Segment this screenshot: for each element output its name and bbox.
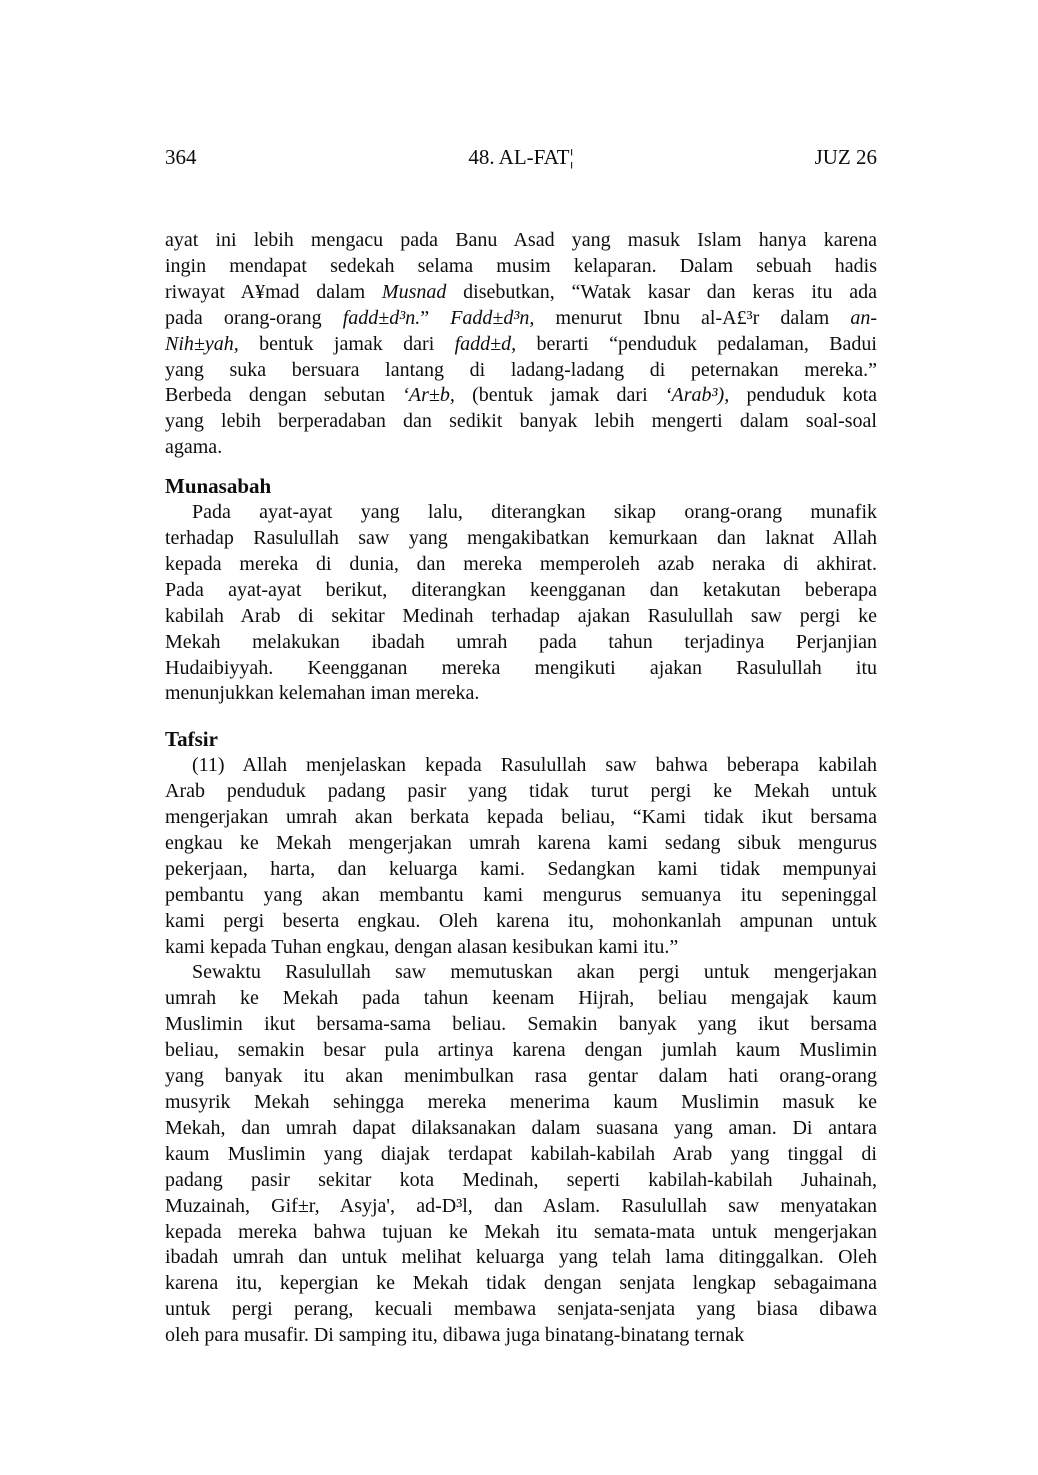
- text-line: yang lebih berperadaban dan sedikit banyak lebih mengerti dalam soal-soal: [165, 410, 877, 433]
- text-line: yang banyak itu akan menimbulkan rasa gentar dalam hati orang-orang: [165, 1065, 877, 1088]
- text-line: kabilah Arab di sekitar Medinah terhadap ajakan Rasulullah saw pergi ke: [165, 604, 877, 627]
- text-line: Berbeda dengan sebutan ‘Ar±b, (bentuk jamak dari ‘Arab³), penduduk kota: [165, 384, 877, 407]
- italic-term: Nih±yah,: [165, 332, 239, 355]
- text-line: kaum Muslimin yang diajak terdapat kabilah-kabilah Arab yang tinggal di: [165, 1142, 877, 1165]
- chapter-title: 48. AL-FAT¦: [468, 145, 574, 169]
- italic-term: fadd±d,: [454, 332, 517, 355]
- text-line: ayat ini lebih mengacu pada Banu Asad yang masuk Islam hanya karena: [165, 229, 877, 251]
- italic-term: ‘Arab³),: [664, 384, 730, 407]
- page-body: [165, 228, 877, 1349]
- text-line: terhadap Rasulullah saw yang mengakibatkan kemurkaan dan laknat Allah: [165, 526, 877, 549]
- text-line: umrah ke Mekah pada tahun keenam Hijrah, beliau mengajak kaum: [165, 987, 877, 1010]
- paragraph: [165, 500, 877, 707]
- text-line: Mekah melakukan ibadah umrah pada tahun terjadinya Perjanjian: [165, 630, 877, 653]
- text-line: Muslimin ikut bersama-sama beliau. Semakin banyak yang ikut bersama: [165, 1013, 877, 1036]
- text-line: padang pasir sekitar kota Medinah, seperti kabilah-kabilah Juhainah,: [165, 1168, 877, 1191]
- paragraph: [165, 753, 877, 960]
- text-line: riwayat A¥mad dalam Musnad disebutkan, “Watak kasar dan keras itu ada: [165, 280, 877, 303]
- text-line: oleh para musafir. Di samping itu, dibawa juga binatang-binatang ternak: [165, 1324, 745, 1347]
- text-line: pembantu yang akan membantu kami mengurus semuanya itu sepeninggal: [165, 883, 877, 906]
- text-line: Muzainah, Gif±r, Asyja', ad-D³l, dan Aslam. Rasulullah saw menyatakan: [165, 1194, 877, 1217]
- italic-term: fadd±d³n.: [342, 306, 421, 329]
- page-number: 364: [165, 145, 197, 169]
- text-line: Pada ayat-ayat yang lalu, diterangkan sikap orang-orang munafik: [192, 501, 877, 524]
- text-line: (11) Allah menjelaskan kepada Rasulullah saw bahwa beberapa kabilah: [192, 754, 877, 777]
- text-line: kami kepada Tuhan engkau, dengan alasan kesibukan kami itu.”: [165, 935, 679, 958]
- text-line: ibadah umrah dan untuk melihat keluarga yang telah lama ditinggalkan. Oleh: [165, 1246, 877, 1269]
- text-line: mengerjakan umrah akan berkata kepada beliau, “Kami tidak ikut bersama: [165, 806, 877, 829]
- text-line: yang suka bersuara lantang di ladang-ladang di peternakan mereka.”: [165, 358, 877, 381]
- text-line: Hudaibiyyah. Keengganan mereka mengikuti ajakan Rasulullah itu: [165, 656, 877, 679]
- text-line: musyrik Mekah sehingga mereka menerima kaum Muslimin masuk ke: [165, 1091, 877, 1113]
- text-line: menunjukkan kelemahan iman mereka.: [165, 682, 480, 705]
- juz-label: JUZ 26: [814, 145, 877, 169]
- text-line: Arab penduduk padang pasir yang tidak turut pergi ke Mekah untuk: [165, 780, 877, 803]
- text-line: ingin mendapat sedekah selama musim kelaparan. Dalam sebuah hadis: [165, 254, 877, 277]
- italic-term: Fadd±d³n,: [450, 306, 535, 329]
- text-line: engkau ke Mekah mengerjakan umrah karena kami sedang sibuk mengurus: [165, 831, 877, 854]
- text-line: Sewaktu Rasulullah saw memutuskan akan pergi untuk mengerjakan: [192, 961, 877, 984]
- text-line: Nih±yah, bentuk jamak dari fadd±d, berarti “penduduk pedalaman, Badui: [165, 332, 877, 355]
- text-line: Mekah, dan umrah dapat dilaksanakan dalam suasana yang aman. Di antara: [165, 1116, 877, 1139]
- text-line: kami pergi beserta engkau. Oleh karena itu, mohonkanlah ampunan untuk: [165, 909, 877, 932]
- text-line: karena itu, kepergian ke Mekah tidak dengan senjata lengkap sebagaimana: [165, 1272, 877, 1295]
- paragraph: [165, 228, 877, 461]
- text-line: beliau, semakin besar pula artinya karena dengan jumlah kaum Muslimin: [165, 1039, 877, 1062]
- text-line: agama.: [165, 436, 223, 459]
- text-line: kepada mereka di dunia, dan mereka memperoleh azab neraka di akhirat.: [165, 552, 877, 575]
- text-line: untuk pergi perang, kecuali membawa senjata-senjata yang biasa dibawa: [165, 1298, 877, 1321]
- page-header: [165, 144, 877, 171]
- italic-term: Musnad: [381, 280, 447, 303]
- section-heading: Munasabah: [165, 474, 272, 499]
- text-line: pekerjaan, harta, dan keluarga kami. Sedangkan kami tidak mempunyai: [165, 857, 877, 880]
- text-line: pada orang-orang fadd±d³n.” Fadd±d³n, menurut Ibnu al-A£³r dalam an-: [165, 306, 877, 329]
- italic-term: ‘Ar±b,: [402, 384, 455, 407]
- italic-term: an-: [850, 306, 877, 329]
- text-line: Pada ayat-ayat berikut, diterangkan keengganan dan ketakutan beberapa: [165, 578, 877, 601]
- paragraph: [165, 960, 877, 1349]
- section-heading: Tafsir: [165, 727, 218, 752]
- text-line: kepada mereka bahwa tujuan ke Mekah itu semata-mata untuk mengerjakan: [165, 1220, 877, 1243]
